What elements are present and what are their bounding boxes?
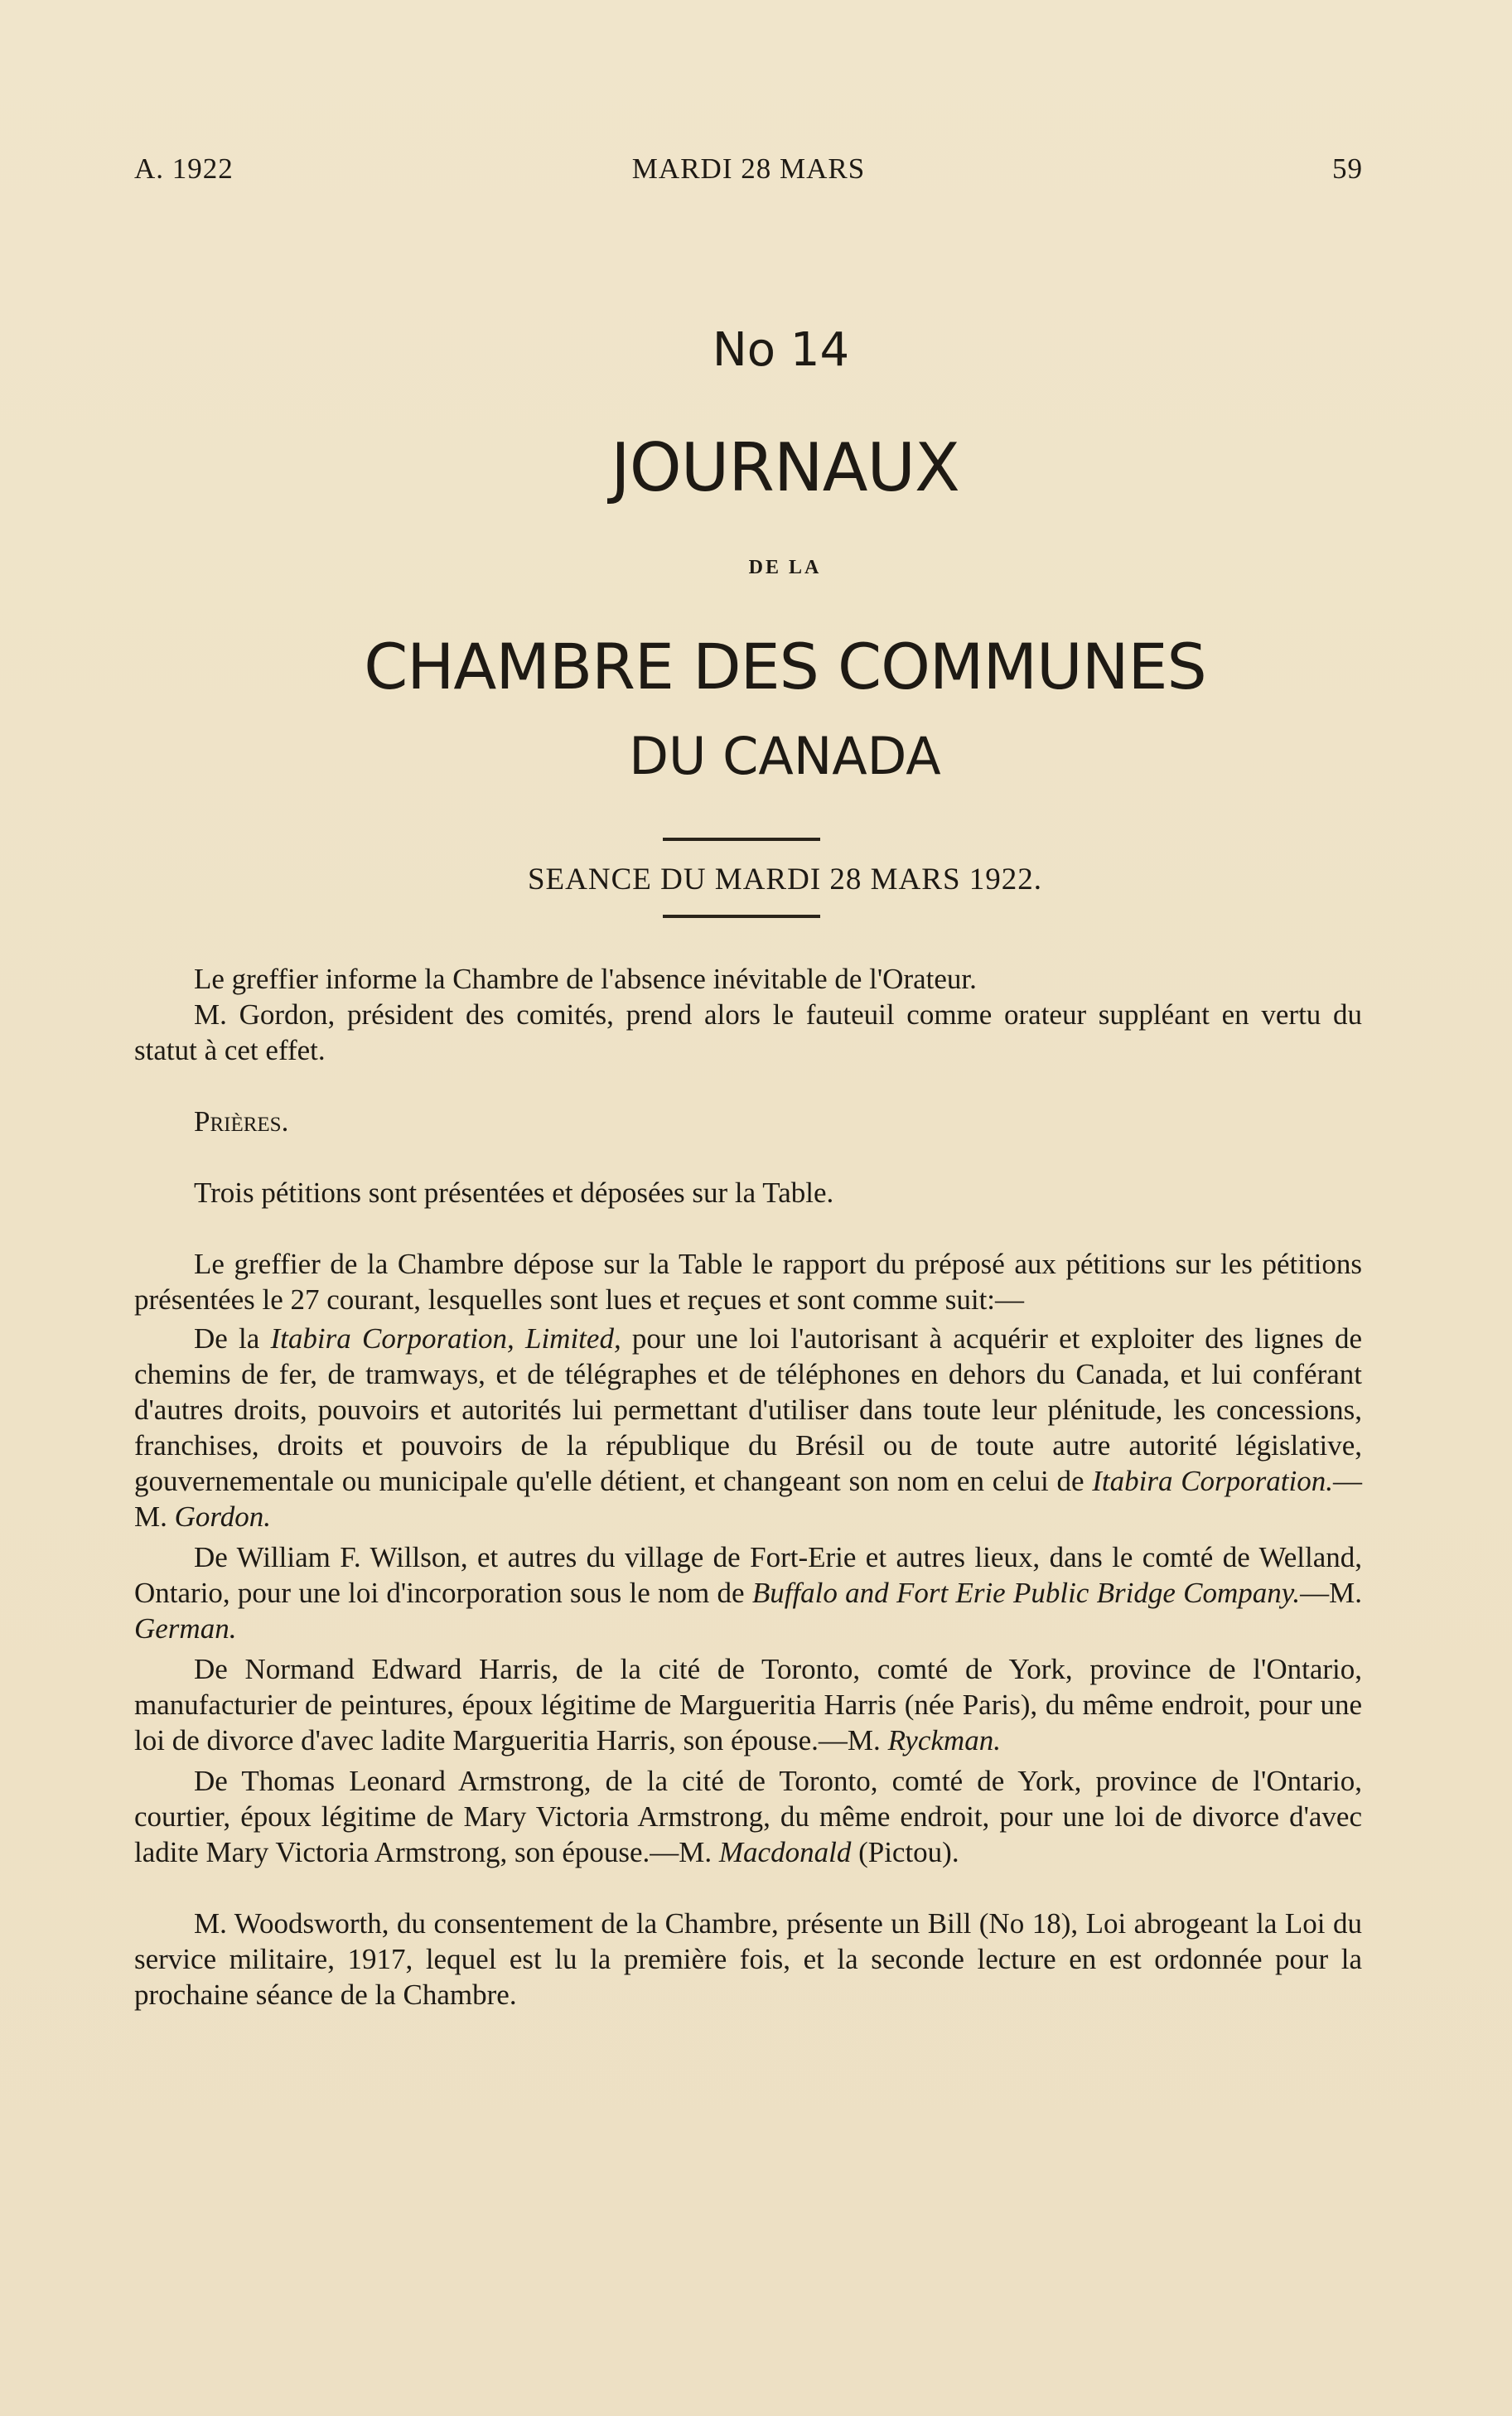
title-connector: DE LA (748, 557, 822, 578)
petition-itabira: De la Itabira Corporation, Limited, pour une loi l'autorisant à acquérir et exploiter des lignes de chemins de fer, de tramways, et de télégraphes et de téléphones en dehors du Canada, et lui conférant d'autres droits, pouvoirs et autorités lui permettant d'utiliser dans toute leur plénitude, les concessions, franchises, droits et pouvoirs de la république du Brésil ou de toute autre autorité législative, gouvernementale ou municipale qu'elle détient, et changeant son nom en celui de Itabira Corporation.—M. Gordon. (134, 1322, 1362, 1533)
journal-title: JOURNAUX (611, 429, 959, 506)
paragraph-absence: Le greffier informe la Chambre de l'absence inévitable de l'Orateur. (194, 963, 977, 995)
issue-number: No 14 (712, 323, 850, 377)
journal-body (134, 961, 1362, 2013)
petition-armstrong: De Thomas Leonard Armstrong, de la cité de Toronto, comté de York, province de l'Ontario, courtier, époux légitime de Mary Victoria Armstrong, du même endroit, pour une loi de divorce d'avec ladite Mary Victoria Armstrong, son épouse.—M. Macdonald (Pictou). (134, 1765, 1362, 1868)
header-date: MARDI 28 MARS (631, 152, 866, 185)
paragraph-petitions-report: Le greffier de la Chambre dépose sur la Table le rapport du préposé aux pétitions sur les pétitions présentées le 27 courant, lesquelles sont lues et reçues et sont comme suit:— (134, 1248, 1362, 1316)
country-title: DU CANADA (629, 726, 941, 786)
page-number: 59 (1332, 152, 1363, 185)
paragraph-petitions-presented: Trois pétitions sont présentées et déposées sur la Table. (194, 1177, 834, 1209)
header-year: A. 1922 (134, 152, 234, 185)
paragraph-woodsworth-bill: M. Woodsworth, du consentement de la Chambre, présente un Bill (No 18), Loi abrogeant la Loi du service militaire, 1917, lequel est lu la première fois, et la seconde lecture en est ordonnée pour la prochaine séance de la Chambre. (134, 1907, 1362, 2011)
divider-rule-top (663, 838, 820, 841)
running-head (134, 152, 1363, 189)
divider-rule-bottom (663, 915, 820, 918)
session-heading: SEANCE DU MARDI 28 MARS 1922. (527, 863, 1043, 896)
petition-willson: De William F. Willson, et autres du village de Fort-Erie et autres lieux, dans le comté de Welland, Ontario, pour une loi d'incorporation sous le nom de Buffalo and Fort Erie Public Bridge Company.—M. German. (134, 1541, 1362, 1645)
paragraph-gordon: M. Gordon, président des comités, prend alors le fauteuil comme orateur suppléant en vertu du statut à cet effet. (134, 998, 1362, 1066)
chamber-title: CHAMBRE DES COMMUNES (364, 630, 1206, 703)
petition-harris: De Normand Edward Harris, de la cité de Toronto, comté de York, province de l'Ontario, manufacturier de peintures, époux légitime de Margueritia Harris (née Paris), du même endroit, pour une loi de divorce d'avec ladite Margueritia Harris, son épouse.—M. Ryckman. (134, 1653, 1362, 1756)
prayers-heading: Prières. (194, 1105, 289, 1138)
